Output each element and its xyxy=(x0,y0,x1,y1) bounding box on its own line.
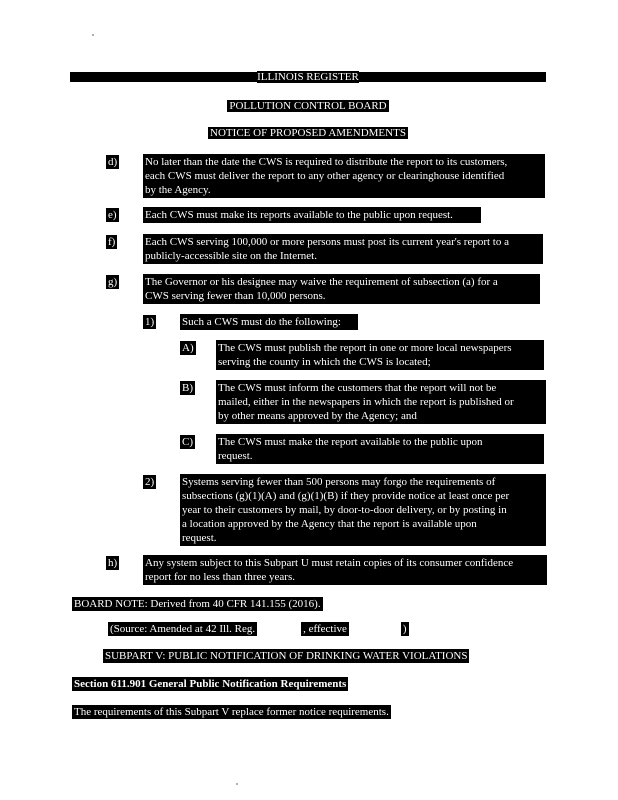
item-d-line-3: by the Agency. xyxy=(145,183,543,197)
register-title xyxy=(70,70,546,84)
item-gC-label: C) xyxy=(182,436,193,448)
item-h-label: h) xyxy=(108,557,118,569)
item-g-label: g) xyxy=(108,276,118,288)
source-prefix: (Source: Amended at 42 Ill. Reg. xyxy=(110,623,256,635)
item-f-text xyxy=(143,234,543,264)
board-note-text: BOARD NOTE: Derived from 40 CFR 141.155 (2016). xyxy=(74,598,321,610)
item-gB-text xyxy=(216,380,546,424)
item-gA-text xyxy=(216,340,544,370)
notice-title xyxy=(70,126,546,140)
section-heading-text: Section 611.901 General Public Notification Requirements xyxy=(74,678,347,690)
item-g1-line-1: Such a CWS must do the following: xyxy=(182,315,356,329)
item-e-line-1: Each CWS must make its reports available to the public upon request. xyxy=(145,208,479,222)
source-middle: , effective xyxy=(303,623,347,635)
item-h-line-2: report for no less than three years. xyxy=(145,570,545,584)
board-note xyxy=(72,597,323,611)
item-f-line-1: Each CWS serving 100,000 or more persons must post its current year's report to a xyxy=(145,235,541,249)
item-g1-label: 1) xyxy=(145,316,155,328)
item-g2-line-5: request. xyxy=(182,531,544,545)
item-gC-line-2: request. xyxy=(218,449,542,463)
item-gA-line-1: The CWS must publish the report in one or more local newspapers xyxy=(218,341,542,355)
notice-title-text: NOTICE OF PROPOSED AMENDMENTS xyxy=(210,127,406,139)
source-suffix: ) xyxy=(402,623,407,635)
scan-speck xyxy=(92,34,94,36)
board-title-text: POLLUTION CONTROL BOARD xyxy=(229,100,387,112)
source-blank-1 xyxy=(257,623,301,635)
item-g2-label: 2) xyxy=(145,476,155,488)
item-g2-line-2: subsections (g)(1)(A) and (g)(1)(B) if they provide notice at least once per xyxy=(182,489,544,503)
item-g-line-1: The Governor or his designee may waive the requirement of subsection (a) for a xyxy=(145,275,538,289)
item-gC-text xyxy=(216,434,544,464)
item-f-label: f) xyxy=(108,236,116,248)
item-g2-line-1: Systems serving fewer than 500 persons may forgo the requirements of xyxy=(182,475,544,489)
item-gB-line-3: by other means approved by the Agency; and xyxy=(218,409,544,423)
register-title-text: ILLINOIS REGISTER xyxy=(257,71,359,83)
item-gC-line-1: The CWS must make the report available to the public upon xyxy=(218,435,542,449)
item-d-line-1: No later than the date the CWS is required to distribute the report to its customers, xyxy=(145,155,543,169)
source-line xyxy=(108,622,409,636)
board-title xyxy=(70,99,546,113)
item-h-text xyxy=(143,555,547,585)
item-gA-line-2: serving the county in which the CWS is located; xyxy=(218,355,542,369)
source-blank-2 xyxy=(349,623,401,635)
item-e-label: e) xyxy=(108,209,117,221)
item-g-text xyxy=(143,274,540,304)
item-gB-line-2: mailed, either in the newspapers in which the report is published or xyxy=(218,395,544,409)
section-text-body: The requirements of this Subpart V replace former notice requirements. xyxy=(74,706,389,718)
item-gB-label: B) xyxy=(182,382,193,394)
item-f-line-2: publicly-accessible site on the Internet. xyxy=(145,249,541,263)
item-g2-line-4: a location approved by the Agency that the report is available upon xyxy=(182,517,544,531)
item-d-line-2: each CWS must deliver the report to any other agency or clearinghouse identified xyxy=(145,169,543,183)
item-gA-label: A) xyxy=(182,342,194,354)
section-text xyxy=(72,705,391,719)
subpart-heading-text: SUBPART V: PUBLIC NOTIFICATION OF DRINKING WATER VIOLATIONS xyxy=(105,650,468,662)
item-h-line-1: Any system subject to this Subpart U must retain copies of its consumer confidence xyxy=(145,556,545,570)
item-g-line-2: CWS serving fewer than 10,000 persons. xyxy=(145,289,538,303)
item-g2-line-3: year to their customers by mail, by door-to-door delivery, or by posting in xyxy=(182,503,544,517)
subpart-heading xyxy=(103,649,469,663)
section-heading xyxy=(72,677,348,691)
item-g1-text xyxy=(180,314,358,330)
item-d-text xyxy=(143,154,545,198)
item-e-text xyxy=(143,207,481,223)
item-g2-text xyxy=(180,474,546,546)
item-d-label: d) xyxy=(108,156,118,168)
item-gB-line-1: The CWS must inform the customers that the report will not be xyxy=(218,381,544,395)
scan-speck xyxy=(236,783,238,785)
